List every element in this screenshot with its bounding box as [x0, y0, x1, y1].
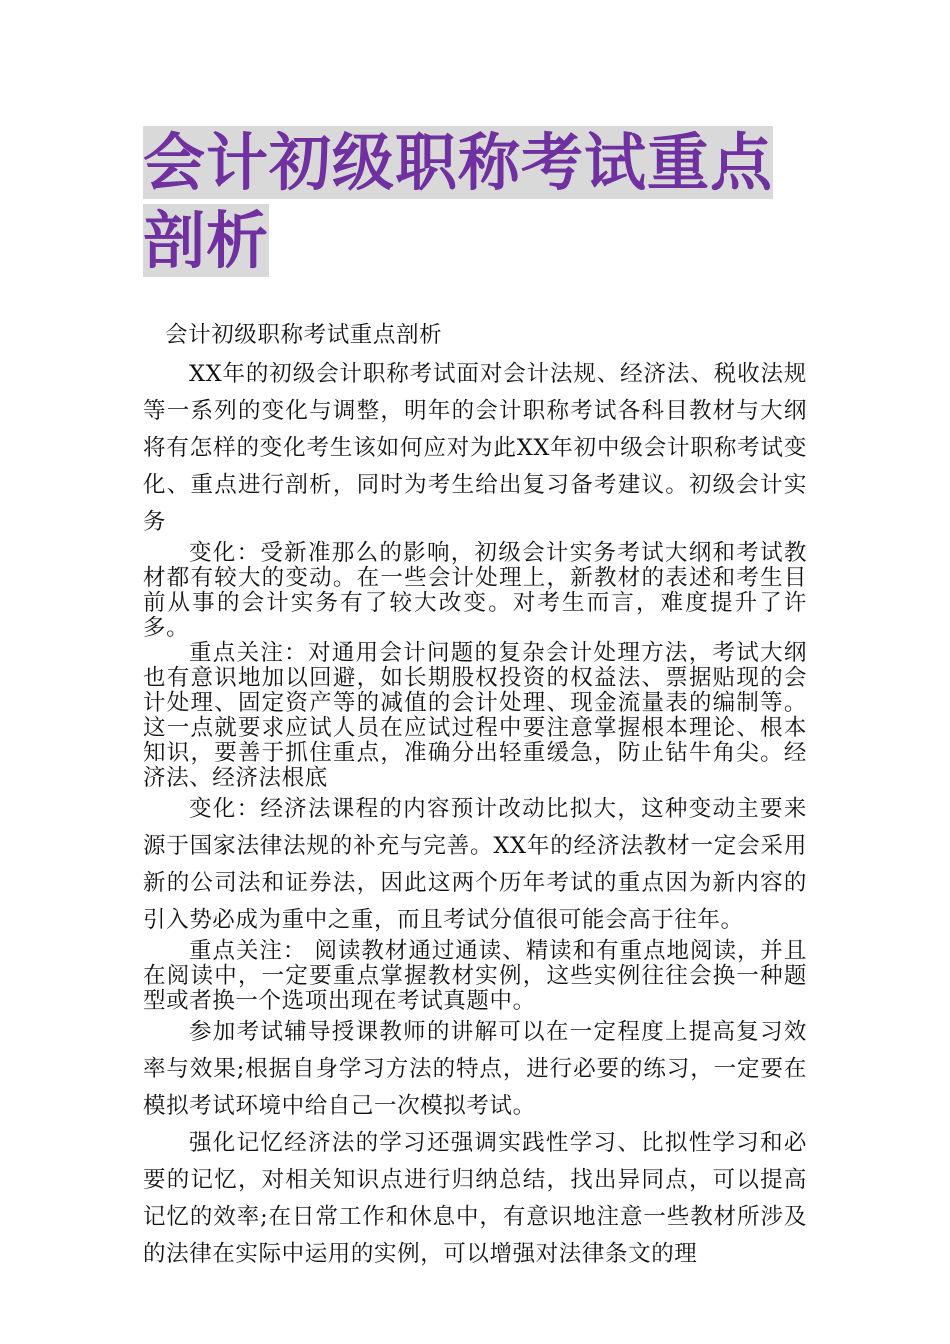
paragraph-law-focus: 重点关注： 阅读教材通过通读、精读和有重点地阅读，并且在阅读中，一定要重点掌握教材实例，这些实例往往会换一种题型或者换一个选项出现在考试真题中。 [143, 938, 807, 1014]
document-title-text: 会计初级职称考试重点剖析 [143, 126, 774, 277]
paragraph-tutoring: 参加考试辅导授课教师的讲解可以在一定程度上提高复习效率与效果;根据自身学习方法的特点，进行必要的练习，一定要在模拟考试环境中给自己一次模拟考试。 [143, 1019, 807, 1119]
document-subtitle: 会计初级职称考试重点剖析 [165, 322, 443, 348]
paragraph-memory: 强化记忆经济法的学习还强调实践性学习、比拟性学习和必要的记忆，对相关知识点进行归纳总结，找出异同点，可以提高记忆的效率;在日常工作和休息中，有意识地注意一些教材所涉及的法律在实际中运用的实例，可以增强对法律条文的理 [143, 1130, 807, 1267]
document-title [143, 124, 823, 280]
paragraph-accounting-changes: 变化：受新准那么的影响，初级会计实务考试大纲和考试教材都有较大的变动。在一些会计处理上，新教材的表述和考生目前从事的会计实务有了较大改变。对考生而言，难度提升了许多。 [143, 540, 807, 641]
paragraph-accounting-focus: 重点关注：对通用会计问题的复杂会计处理方法，考试大纲也有意识地加以回避，如长期股权投资的权益法、票据贴现的会计处理、固定资产等的减值的会计处理、现金流量表的编制等。这一点就要求应试人员在应试过程中要注意掌握根本理论、根本知识，要善于抓住重点，准确分出轻重缓急，防止钻牛角尖。经济法、经济法根底 [143, 640, 807, 791]
paragraph-law-changes: 变化：经济法课程的内容预计改动比拟大，这种变动主要来源于国家法律法规的补充与完善。XX年的经济法教材一定会采用新的公司法和证券法，因此这两个历年考试的重点因为新内容的引入势必成为重中之重，而且考试分值很可能会高于往年。 [143, 796, 807, 933]
document-body [143, 318, 807, 1273]
paragraph-intro: XX年的初级会计职称考试面对会计法规、经济法、税收法规等一系列的变化与调整，明年的会计职称考试各科目教材与大纲将有怎样的变化考生该如何应对为此XX年初中级会计职称考试变化、重点进行剖析，同时为考生给出复习备考建议。初级会计实务 [143, 361, 807, 535]
